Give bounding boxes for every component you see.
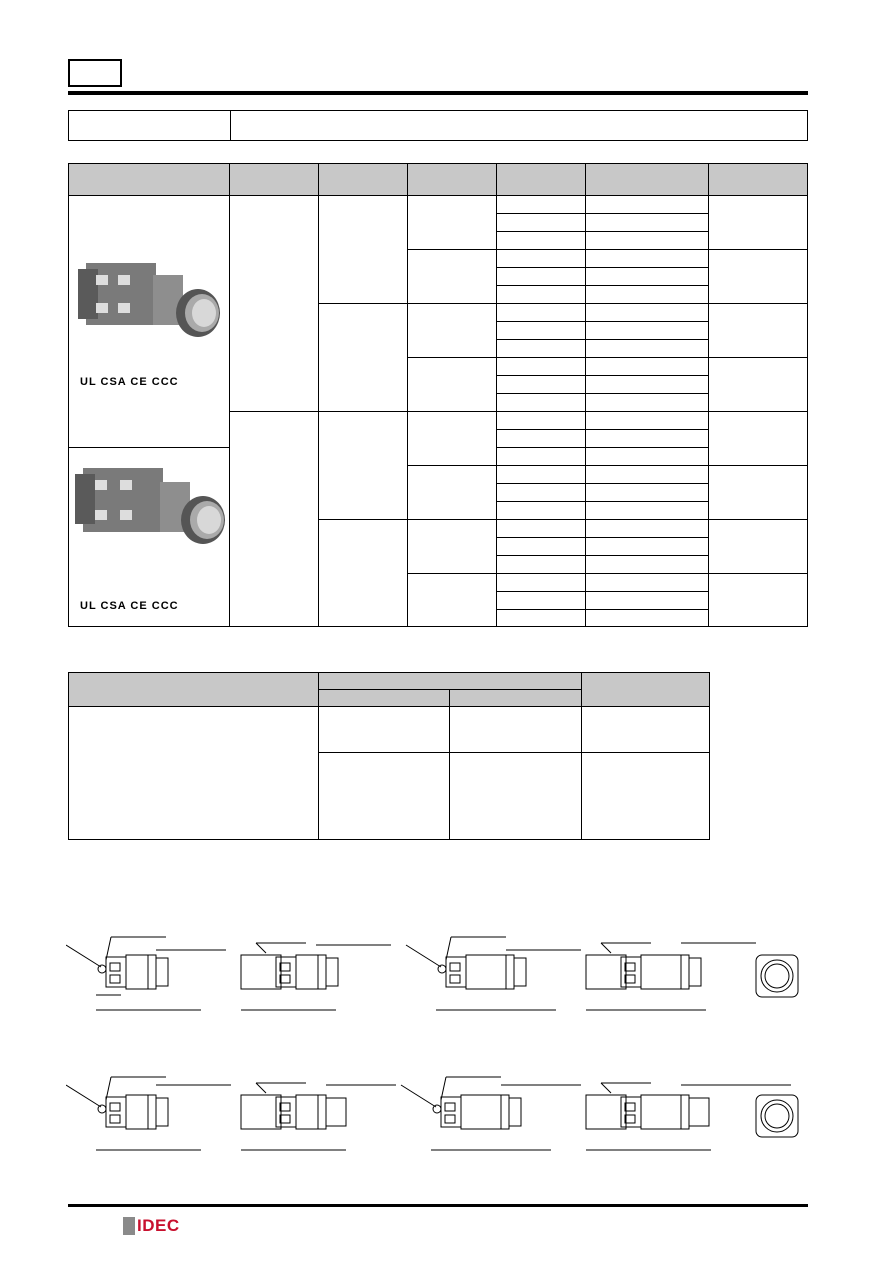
page-tag-box xyxy=(68,59,122,87)
pushbutton-photo-1 xyxy=(78,255,228,340)
spec-table xyxy=(68,672,710,840)
idec-logo xyxy=(123,1216,180,1236)
footer-rule xyxy=(68,1204,808,1207)
pushbutton-photo-2 xyxy=(75,460,230,550)
header-rule xyxy=(68,91,808,95)
cert-marks-1: UL CSA CE CCC xyxy=(80,376,179,388)
section-title-bar xyxy=(68,110,808,141)
logo-square-icon xyxy=(123,1217,135,1235)
logo-text: IDEC xyxy=(137,1216,180,1235)
dimension-drawings-row-2 xyxy=(66,1065,811,1160)
dimension-drawings-row-1 xyxy=(66,925,811,1020)
cert-marks-2: UL CSA CE CCC xyxy=(80,600,179,612)
table-header-row xyxy=(69,164,808,196)
product-table xyxy=(68,163,808,627)
